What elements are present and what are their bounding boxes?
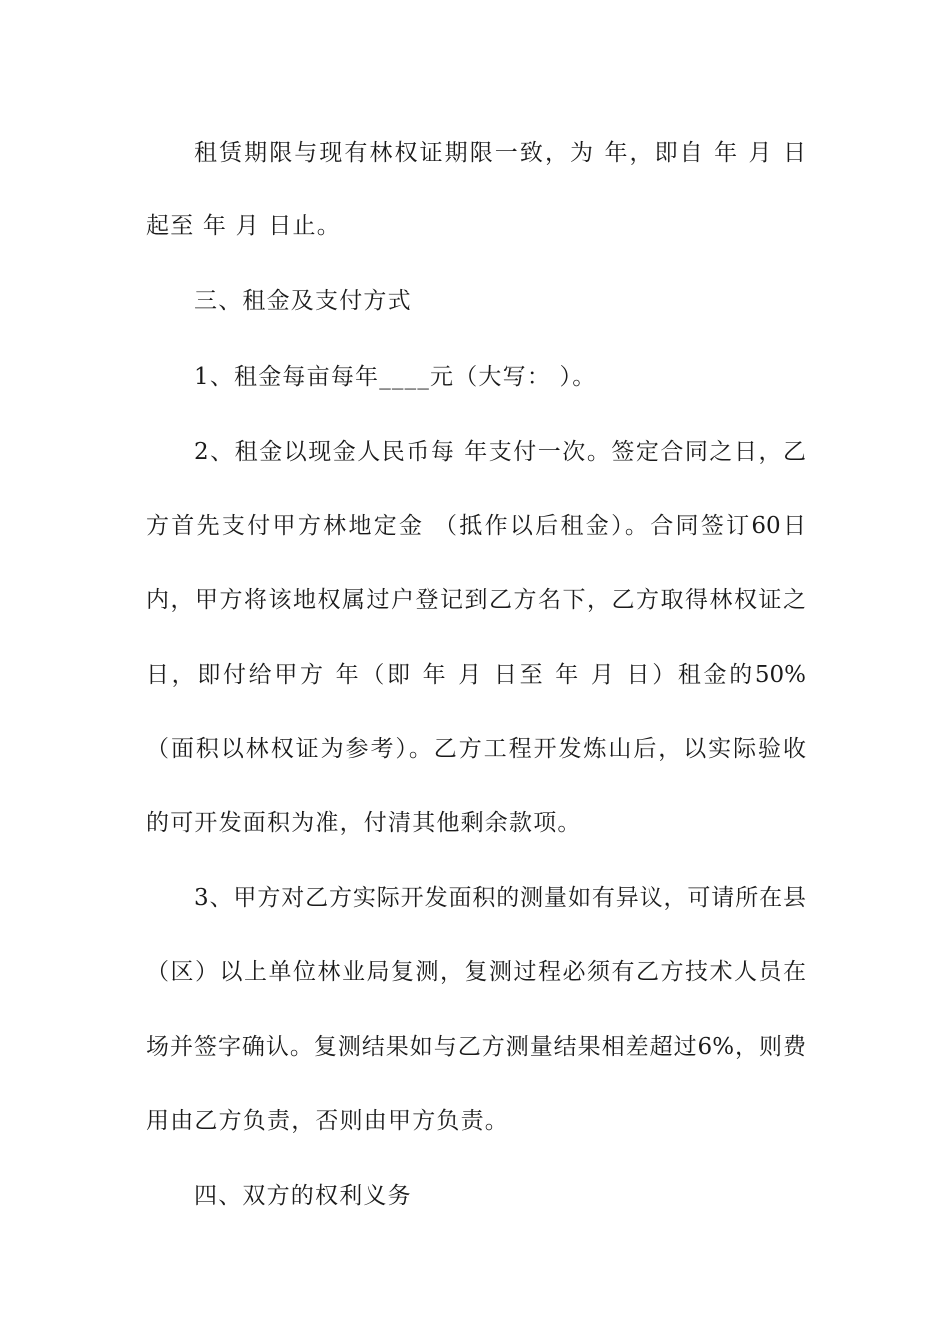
paragraph-line: （面积以林权证为参考）。乙方工程开发炼山后，以实际验收 (146, 736, 806, 762)
section-heading: 四、双方的权利义务 (194, 1183, 412, 1209)
paragraph-line: 的可开发面积为准，付清其他剩余款项。 (146, 810, 582, 836)
paragraph-line: 租赁期限与现有林权证期限一致，为 年，即自 年 月 日 (194, 140, 806, 166)
paragraph-line: （区）以上单位林业局复测，复测过程必须有乙方技术人员在 (146, 959, 806, 985)
paragraph-line: 起至 年 月 日止。 (146, 213, 341, 239)
paragraph-line: 2、租金以现金人民币每 年支付一次。签定合同之日，乙 (194, 439, 806, 465)
paragraph-line: 1、租金每亩每年____元（大写： ）。 (194, 364, 597, 390)
paragraph-line: 方首先支付甲方林地定金 （抵作以后租金）。合同签订60日 (146, 513, 806, 539)
paragraph-line: 日，即付给甲方 年（即 年 月 日至 年 月 日）租金的50% (146, 662, 806, 688)
paragraph-line: 场并签字确认。复测结果如与乙方测量结果相差超过6%，则费 (146, 1034, 806, 1060)
paragraph-line: 内，甲方将该地权属过户登记到乙方名下，乙方取得林权证之 (146, 587, 806, 613)
paragraph-line: 3、甲方对乙方实际开发面积的测量如有异议，可请所在县 (194, 885, 806, 911)
section-heading: 三、租金及支付方式 (194, 288, 412, 314)
paragraph-line: 用由乙方负责，否则由甲方负责。 (146, 1108, 509, 1134)
